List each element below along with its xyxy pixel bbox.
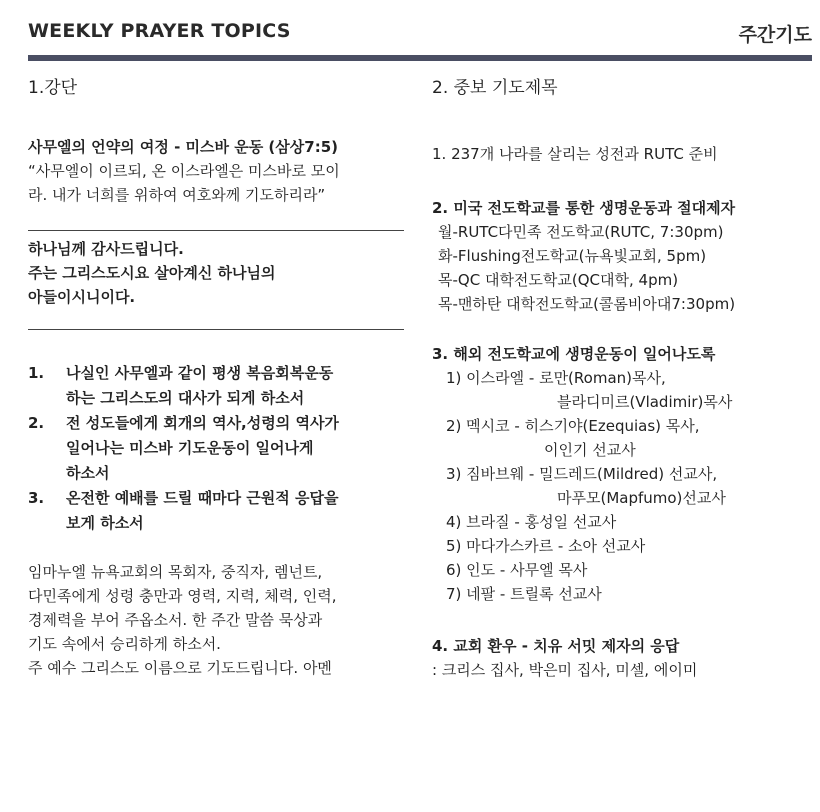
closing-line: 기도 속에서 승리하게 하소서. xyxy=(28,635,221,653)
mission-line: 3) 짐바브웨 - 밀드레드(Mildred) 선교사, xyxy=(446,465,718,483)
mission-line-cont: 이인기 선교사 xyxy=(544,441,636,459)
verse-title: 사무엘의 언약의 여정 - 미스바 운동 (삼상7:5) xyxy=(28,138,338,156)
prayer-number: 2. xyxy=(28,414,45,432)
prayer-number: 3. xyxy=(28,489,45,507)
mission-line: 1) 이스라엘 - 로만(Roman)목사, xyxy=(446,369,666,387)
school-line: 월-RUTC다민족 전도학교(RUTC, 7:30pm) xyxy=(438,223,724,241)
confession-line: 하나님께 감사드립니다. xyxy=(28,240,184,258)
section-title-intercession: 2. 중보 기도제목 xyxy=(432,78,558,98)
intercession-item-title: 4. 교회 환우 - 치유 서밋 제자의 응답 xyxy=(432,637,680,655)
prayer-item xyxy=(28,411,408,486)
mission-line-cont: 마푸모(Mapfumo)선교사 xyxy=(557,489,726,507)
confession-line: 아들이시니이다. xyxy=(28,288,136,306)
mission-line: 5) 마다가스카르 - 소아 선교사 xyxy=(446,537,646,555)
header-title-ko: 주간기도 xyxy=(738,24,812,46)
closing-line: 경제력을 부어 주옵소서. 한 주간 말씀 묵상과 xyxy=(28,611,323,629)
school-line: 목-QC 대학전도학교(QC대학, 4pm) xyxy=(438,271,679,289)
mission-line: 6) 인도 - 사무엘 목사 xyxy=(446,561,588,579)
header-rule xyxy=(28,55,812,61)
prayer-line: 하는 그리스도의 대사가 되게 하소서 xyxy=(66,389,305,407)
prayer-number: 1. xyxy=(28,364,45,382)
mission-line: 4) 브라질 - 홍성일 선교사 xyxy=(446,513,617,531)
closing-line: 임마누엘 뉴욕교회의 목회자, 중직자, 렘넌트, xyxy=(28,563,323,581)
mission-line: 7) 네팔 - 트릴록 선교사 xyxy=(446,585,602,603)
right-column xyxy=(432,76,817,682)
confession-line: 주는 그리스도시요 살아계신 하나님의 xyxy=(28,264,276,282)
header-title-en: WEEKLY PRAYER TOPICS xyxy=(28,20,291,42)
prayer-line: 보게 하소서 xyxy=(66,514,144,532)
verse-line: “사무엘이 이르되, 온 이스라엘은 미스바로 모이 xyxy=(28,162,340,180)
closing-line: 다민족에게 성령 충만과 영력, 지력, 체력, 인력, xyxy=(28,587,337,605)
prayer-line: 일어나는 미스바 기도운동이 일어나게 xyxy=(66,439,314,457)
prayer-list xyxy=(28,361,408,536)
mission-line: 2) 멕시코 - 히스기야(Ezequias) 목사, xyxy=(446,417,700,435)
page-header xyxy=(28,20,812,50)
intercession-item-title: 2. 미국 전도학교를 통한 생명운동과 절대제자 xyxy=(432,199,736,217)
prayer-line: 나실인 사무엘과 같이 평생 복음회복운동 xyxy=(66,364,334,382)
left-column xyxy=(28,76,408,680)
prayer-line: 온전한 예배를 드릴 때마다 근원적 응답을 xyxy=(66,489,339,507)
school-line: 화-Flushing전도학교(뉴욕빛교회, 5pm) xyxy=(438,247,707,265)
prayer-item xyxy=(28,361,408,411)
patient-list: : 크리스 집사, 박은미 집사, 미셀, 에이미 xyxy=(432,661,698,679)
verse-line: 라. 내가 너희를 위하여 여호와께 기도하리라” xyxy=(28,186,326,204)
prayer-line: 하소서 xyxy=(66,464,110,482)
closing-line: 주 예수 그리스도 이름으로 기도드립니다. 아멘 xyxy=(28,659,332,677)
prayer-item xyxy=(28,486,408,536)
intercession-item: 1. 237개 나라를 살리는 성전과 RUTC 준비 xyxy=(432,145,718,163)
school-line: 목-맨하탄 대학전도학교(콜롬비아대7:30pm) xyxy=(438,295,736,313)
section-title-pulpit: 1.강단 xyxy=(28,78,78,98)
prayer-line: 전 성도들에게 회개의 역사,성령의 역사가 xyxy=(66,414,339,432)
intercession-item-title: 3. 해외 전도학교에 생명운동이 일어나도록 xyxy=(432,345,716,363)
mission-line-cont: 블라디미르(Vladimir)목사 xyxy=(557,393,733,411)
